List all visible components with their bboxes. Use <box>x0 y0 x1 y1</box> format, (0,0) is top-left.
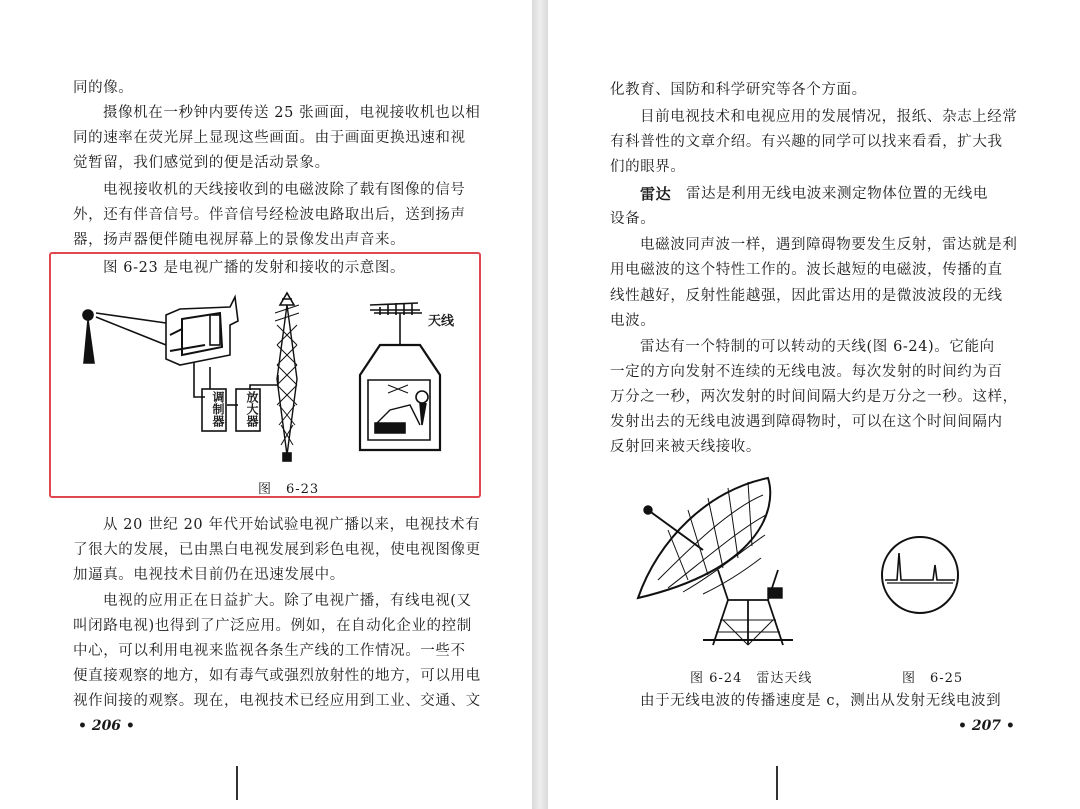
figure-6-25-caption: 图 6-25 <box>902 671 964 686</box>
text-line: 雷达有一个特制的可以转动的天线(图 6-24)。它能向 <box>640 339 995 355</box>
text-line: 中心，可以利用电视来监视各条生产线的工作情况。一些不 <box>73 643 466 659</box>
text-line: 了很大的发展，已由黑白电视发展到彩色电视，使电视图像更 <box>73 542 481 558</box>
radar-scope-illustration <box>875 535 965 615</box>
text-line: 设备。 <box>610 211 656 227</box>
text-line: 们的眼界。 <box>610 159 686 175</box>
text-line: 同的速率在荧光屏上显现这些画面。由于画面更换迅速和视 <box>73 130 466 146</box>
text-line: 一定的方向发射不连续的无线电波。每次发射的时间约为百 <box>610 364 1003 380</box>
text-line: 图 6-23 是电视广播的发射和接收的示意图。 <box>103 260 406 276</box>
amplifier-label: 放大器 <box>245 391 259 427</box>
page-number: • 207 • <box>958 718 1015 734</box>
page-number: • 206 • <box>78 718 135 734</box>
text-line: 由于无线电波的传播速度是 c，测出从发射无线电波到 <box>640 693 1002 709</box>
figure-6-23-caption: 图 6-23 <box>258 482 320 497</box>
text-line: 视作间接的观察。现在，电视技术已经应用到工业、交通、文 <box>73 693 481 709</box>
text-line: 电波。 <box>610 313 656 329</box>
text-line: 从 20 世纪 20 年代开始试验电视广播以来，电视技术有 <box>103 517 481 533</box>
scan-mark <box>776 766 778 800</box>
text-line: 电磁波同声波一样，遇到障碍物要发生反射，雷达就是利 <box>640 237 1018 253</box>
radar-dish-illustration <box>628 470 828 650</box>
text-line: 觉暂留，我们感觉到的便是活动景象。 <box>73 155 330 171</box>
text-line: 发射出去的无线电波遇到障碍物时，可以在这个时间间隔内 <box>610 414 1003 430</box>
left-page <box>0 0 532 809</box>
text-line: 电视的应用正在日益扩大。除了电视广播，有线电视(又 <box>103 593 472 609</box>
text-line: 加逼真。电视技术目前仍在迅速发展中。 <box>73 567 345 583</box>
text-line: 同的像。 <box>73 80 134 96</box>
text-line: 外，还有伴音信号。伴音信号经检波电路取出后，送到扬声 <box>73 207 466 223</box>
text-line: 线性越好，反射性能越强，因此雷达用的是微波波段的无线 <box>610 288 1003 304</box>
scan-mark <box>236 766 238 800</box>
antenna-label: 天线 <box>428 314 455 329</box>
text-line: 叫闭路电视)也得到了广泛应用。例如，在自动化企业的控制 <box>73 618 472 634</box>
modulator-label: 调制器 <box>211 391 225 427</box>
figure-6-24-caption: 图 6-24 雷达天线 <box>690 671 813 686</box>
text-line: 有科普性的文章介绍。有兴趣的同学可以找来看看，扩大我 <box>610 134 1003 150</box>
text-line: 雷达是利用无线电波来测定物体位置的无线电 <box>686 186 988 202</box>
text-line: 目前电视技术和电视应用的发展情况，报纸、杂志上经常 <box>640 109 1018 125</box>
text-line: 电视接收机的天线接收到的电磁波除了载有图像的信号 <box>103 182 466 198</box>
text-line: 化教育、国防和科学研究等各个方面。 <box>610 82 867 98</box>
text-line: 器，扬声器便伴随电视屏幕上的景像发出声音来。 <box>73 232 406 248</box>
tv-broadcast-diagram <box>70 285 470 470</box>
radar-heading: 雷达 <box>640 185 672 203</box>
text-line: 用电磁波的这个特性工作的。波长越短的电磁波，传播的直 <box>610 262 1003 278</box>
text-line: 便直接观察的地方，如有毒气或强烈放射性的地方，可以用电 <box>73 668 481 684</box>
page-gutter <box>532 0 548 809</box>
text-line: 摄像机在一秒钟内要传送 25 张画面，电视接收机也以相 <box>103 105 481 121</box>
text-line: 反射回来被天线接收。 <box>610 439 761 455</box>
text-line: 万分之一秒，两次发射的时间间隔大约是万分之一秒。这样， <box>610 389 1018 405</box>
right-page <box>548 0 1080 809</box>
